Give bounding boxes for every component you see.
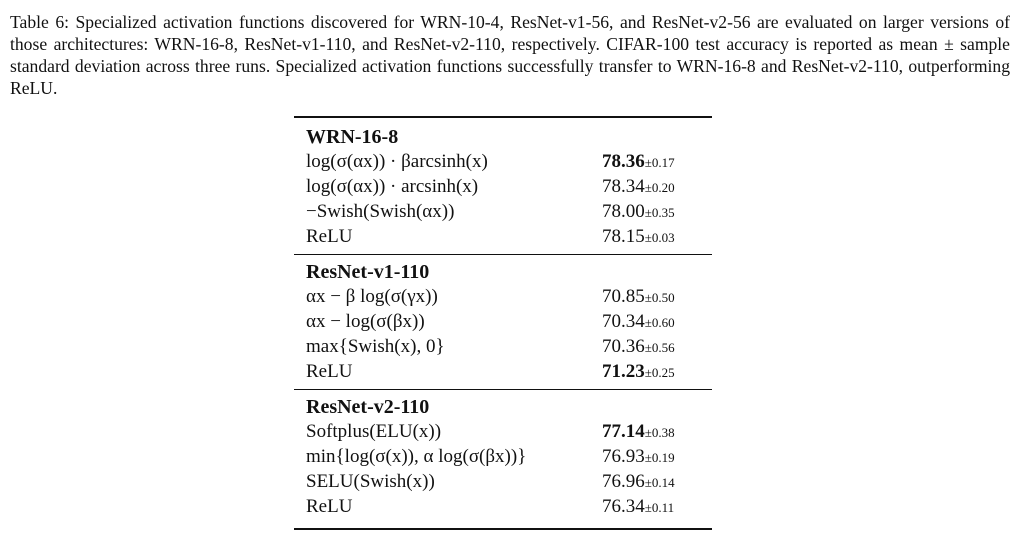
accuracy-mean: 76.34 bbox=[602, 496, 645, 517]
table-bottom-rule bbox=[294, 528, 712, 530]
activation-function-cell: αx − log(σ(βx)) bbox=[306, 311, 425, 332]
accuracy-cell bbox=[602, 494, 674, 520]
table-section-resnet-v1-110 bbox=[294, 255, 712, 389]
activation-function-cell: min{log(σ(x)), α log(σ(βx))} bbox=[306, 446, 527, 467]
table-row bbox=[294, 149, 712, 174]
activation-function-cell: log(σ(αx)) · βarcsinh(x) bbox=[306, 151, 488, 172]
activation-function-cell: ReLU bbox=[306, 226, 353, 247]
section-title: WRN-16-8 bbox=[306, 126, 399, 148]
accuracy-mean: 78.34 bbox=[602, 176, 645, 197]
accuracy-mean: 78.00 bbox=[602, 201, 645, 222]
accuracy-mean: 71.23 bbox=[602, 361, 645, 382]
activation-function-cell: ReLU bbox=[306, 496, 353, 517]
activation-function-cell: −Swish(Swish(αx)) bbox=[306, 201, 455, 222]
accuracy-std: ±0.60 bbox=[644, 315, 675, 330]
accuracy-cell bbox=[602, 359, 675, 385]
accuracy-std: ±0.14 bbox=[644, 475, 675, 490]
activation-function-cell: αx − β log(σ(γx)) bbox=[306, 286, 438, 307]
accuracy-mean: 78.36 bbox=[602, 151, 645, 172]
accuracy-std: ±0.56 bbox=[644, 340, 675, 355]
accuracy-std: ±0.17 bbox=[644, 155, 675, 170]
section-title: ResNet-v1-110 bbox=[306, 261, 430, 283]
table-row bbox=[294, 309, 712, 334]
accuracy-mean: 70.34 bbox=[602, 311, 645, 332]
table-row bbox=[294, 494, 712, 519]
accuracy-cell bbox=[602, 199, 675, 225]
activation-function-cell: ReLU bbox=[306, 361, 353, 382]
table-row bbox=[294, 444, 712, 469]
table-row bbox=[294, 469, 712, 494]
table-section-resnet-v2-110 bbox=[294, 390, 712, 528]
accuracy-std: ±0.25 bbox=[644, 365, 675, 380]
accuracy-mean: 76.96 bbox=[602, 471, 645, 492]
accuracy-std: ±0.38 bbox=[644, 425, 675, 440]
accuracy-cell bbox=[602, 444, 675, 470]
accuracy-std: ±0.11 bbox=[644, 500, 675, 515]
activation-function-cell: log(σ(αx)) · arcsinh(x) bbox=[306, 176, 479, 197]
accuracy-std: ±0.03 bbox=[644, 230, 675, 245]
accuracy-mean: 70.85 bbox=[602, 286, 645, 307]
accuracy-mean: 70.36 bbox=[602, 336, 645, 357]
accuracy-cell bbox=[602, 419, 675, 445]
table-row bbox=[294, 174, 712, 199]
accuracy-cell bbox=[602, 149, 675, 175]
accuracy-std: ±0.35 bbox=[644, 205, 675, 220]
table-row bbox=[294, 419, 712, 444]
activation-function-cell: Softplus(ELU(x)) bbox=[306, 421, 442, 442]
accuracy-cell bbox=[602, 224, 675, 250]
table-row bbox=[294, 199, 712, 224]
accuracy-cell bbox=[602, 469, 675, 495]
accuracy-mean: 76.93 bbox=[602, 446, 645, 467]
accuracy-cell bbox=[602, 284, 675, 310]
accuracy-std: ±0.20 bbox=[644, 180, 675, 195]
section-title: ResNet-v2-110 bbox=[306, 396, 430, 418]
table-section-wrn-16-8 bbox=[294, 118, 712, 254]
accuracy-cell bbox=[602, 309, 675, 335]
accuracy-std: ±0.19 bbox=[644, 450, 675, 465]
table-row bbox=[294, 284, 712, 309]
table-row bbox=[294, 224, 712, 249]
activation-function-cell: max{Swish(x), 0} bbox=[306, 336, 445, 357]
accuracy-cell bbox=[602, 334, 675, 360]
table-caption: Table 6: Specialized activation functions discovered for WRN-10-4, ResNet-v1-56, and ResNet-v2-56 are evaluated on larger versions of those architectures: WRN-16-8, ResNet-v1-110, and ResNet-v2-110, respectively. CIFAR-100 test accuracy is reported as mean ± sample standard deviation across three runs. Specialized activation functions successfully transfer to WRN-16-8 and ResNet-v2-110, outperforming ReLU. bbox=[10, 12, 1010, 98]
activation-function-cell: SELU(Swish(x)) bbox=[306, 471, 435, 492]
accuracy-mean: 78.15 bbox=[602, 226, 645, 247]
accuracy-std: ±0.50 bbox=[644, 290, 675, 305]
results-table bbox=[294, 116, 712, 530]
accuracy-cell bbox=[602, 174, 675, 200]
table-row bbox=[294, 359, 712, 384]
table-row bbox=[294, 334, 712, 359]
accuracy-mean: 77.14 bbox=[602, 421, 645, 442]
